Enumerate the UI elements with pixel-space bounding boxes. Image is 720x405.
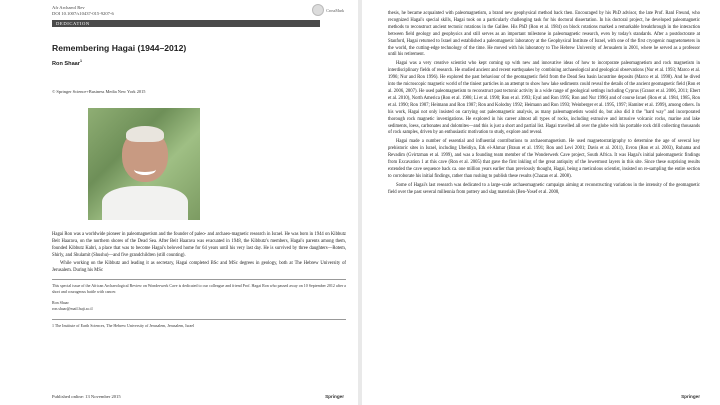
portrait-shirt xyxy=(102,186,188,220)
springer-label: Springer xyxy=(681,394,700,399)
author-affiliation-mark: 1 xyxy=(79,59,82,63)
published-date: Published online: 13 November 2015 xyxy=(52,394,121,399)
author xyxy=(52,59,346,67)
article-title: Remembering Hagai (1944–2012) xyxy=(52,43,187,53)
paragraph: While working on the Kibbutz and leading it as secretary, Hagai completed BSc and MSc degrees in geology, both at The Hebrew University of Jerusalem. During his MSc xyxy=(52,261,346,274)
crossmark-icon xyxy=(312,4,324,16)
paragraph: Some of Hagai's last research was dedicated to a large-scale archaeomagnetic campaign aiming at reconstructing variations in the intensity of the geomagnetic field over the past several millennia from pottery and slag materials (Ben-Yosef et al. 2008, xyxy=(388,182,700,195)
contact-name: Ron Shaar xyxy=(52,300,69,306)
paragraph: Hagai Ron was a worldwide pioneer in paleomagnetism and the founder of paleo- and archaeo-magnetic research in Israel. He was born in 1944 on Kibbutz Beit Haarava, on the northern shores of the Dead Sea. After Beit Haarava was evacuated in 1948, the Kibbutz's members, Hagai's parents among them, founded Kibbutz Kabri, a place that was to become Hagai's beloved home for 64 years until his very last day. He is survived by three daughters—Rotem, Shirly, and Shulamit (Shushu)—and five grandchildren (still counting). xyxy=(52,231,346,258)
portrait-hair xyxy=(126,126,164,142)
paragraph: Hagai was a very creative scientist who kept coming up with new and innovative ideas of how to incorporate paleomagnetism and rock magnetism in interdisciplinary fields of research. He studied ancient and recent earthquakes by combining archaeological and geological observations (Nur et al. 1993; Marco et al. 1996; Nur and Ron 1996). He explored the past behaviour of the geomagnetic field from the Dead Sea basin lacustrine deposits (Marco et al. 1998). And he dived into the microscopic magnetic world of the tiniest particles in an attempt to show how lake sediments could reveal the details of the ancient geomagnetic field (Ron et al. 2006, 2007). He used paleomagnetism to reconstruct past tectonic activity in a wide range of geological settings including Cyprus (Granot et al. 2006, 2011; Ebert et al. 2010), North America (Ron et al. 1986; Li et al. 1990; Ron et al. 1993; Eyal and Ron 1995; Ron and Nur 1996) and of course Israel (Ron et al. 1984, 1985, Ron et al. 1990; Ron 1987; Heimann and Ron 1987; Ron and Kolodny 1992; Heimann and Ron 1993; Weinberger et al. 1995, 1997; Hamiter et al. 1999), among others. In his work, Hagai not only insisted on carrying out paleomagnetic analysis, as many paleomagnetists would do, but also did it the "hard way" and incorporated thorough rock magnetic investigations. He explored in his career almost all types of rocks, including extrusive and intrusive volcanic rocks, marine and lake sediments, loess, carbonates and dolomites—and this is just a short and partial list. Hagai travelled all over the globe with his portable rock drill collecting thousands of rock samples, driven by an enthusiastic motivation to study, explore and reveal. xyxy=(388,61,700,136)
springer-logo xyxy=(325,394,344,399)
section-label: DEDICATION xyxy=(52,20,320,27)
crossmark-logo[interactable] xyxy=(312,4,344,16)
springer-label: Springer xyxy=(325,394,344,399)
corresponding-author xyxy=(52,300,346,311)
right-page xyxy=(362,0,720,405)
left-page xyxy=(0,0,358,405)
right-body xyxy=(388,11,700,197)
dedication-footnote: This special issue of the African Archaeological Review on Wonderwerk Cave is dedicated to our colleague and friend Prof. Hagai Ron who passed away on 10 September 2012 after a short and courageous battle with cancer. xyxy=(52,279,346,294)
journal-name: Afr Archaeol Rev xyxy=(52,5,85,10)
paragraph: thesis, he became acquainted with paleomagnetism, a brand new geophysical method back then. Encouraged by his PhD advisor, the late Prof. Ranl Freund, who recognized Hagai's special skills, Hagai took on a particularly challenging task for his doctoral dissertation. In his doctoral project, he developed paleomagnetic methods to reconstruct ancient tectonic rotations in the Galilee. His PhD (Ron et al. 1984) on block rotations marked a remarkable breakthrough in the interaction between field geology and geophysics and still serves as an important milestone in paleomagnetic research, even by today's standards. After a postdoctorate at Stanford, Hagai returned to Israel and established a paleomagnetic laboratory at the Geophysical Institute of Israel, with one of the first cryogenic magnetometers in the world, the cutting-edge technology of the time. He moved with his laboratory to The Hebrew University of Jerusalem in 2001, where he served as a professor until his retirement. xyxy=(388,11,700,58)
paragraph: Hagai made a number of essential and influential contributions to archaeomagnetism. He used magnetostratigraphy to determine the age of several key prehistoric sites in Israel, including Ubeidiya, Erk el-Ahmar (Braun et al. 1991; Ron and Levi 2001; Davis et al. 2011), Evron (Ron et al. 2003), Ruhama and Revadim (Gvirtzman et al. 1999), and was a founding team member of the Wonderwerk Cave project, South Africa. It was Hagai's initial paleomagnetic findings from Excavation 1 at this cave (Ron et al. 2005) that gave the first inkling of the great antiquity of the lowermost layers in this site. Since these surprising results extended the cave sequence back ca. one million years earlier than previously thought, Hagai, being a meticulous scientist, insisted on re-sampling the entire section to corroborate his initial findings, rather than rushing to publish these results (Chazan et al. 2008). xyxy=(388,139,700,179)
portrait-photo xyxy=(88,108,200,220)
contact-email[interactable]: ron.shaar@mail.huji.ac.il xyxy=(52,305,93,311)
author-name: Ron Shaar xyxy=(52,60,80,67)
crossmark-label: CrossMark xyxy=(326,7,344,13)
springer-logo xyxy=(681,394,700,399)
left-body xyxy=(52,232,346,275)
affiliation: 1 The Institute of Earth Sciences, The Hebrew University of Jerusalem, Jerusalem, Israel xyxy=(52,319,346,328)
copyright-line: © Springer Science+Business Media New York 2015 xyxy=(52,88,146,94)
portrait-smile xyxy=(134,164,156,175)
doi[interactable]: DOI 10.1007/s10437-015-9207-6 xyxy=(52,11,114,16)
